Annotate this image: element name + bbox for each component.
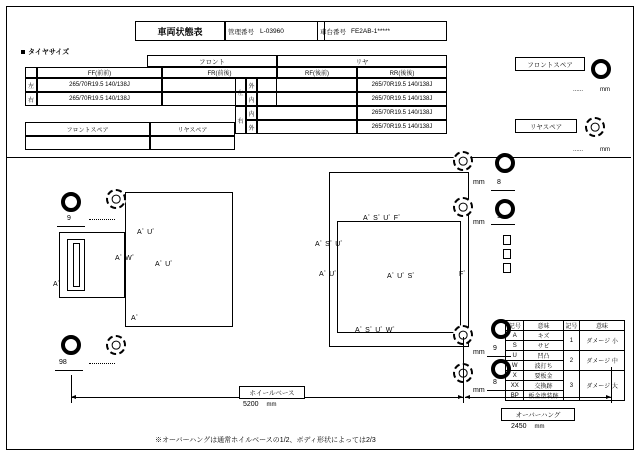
- front-tread-underline: [57, 226, 85, 227]
- front-mark-5: Aﾟ: [131, 315, 140, 322]
- tyre-rear-rf-3: [257, 106, 357, 120]
- header-title: 車両状態表: [157, 26, 203, 37]
- tyre-sub-fr: FR(前後): [162, 67, 277, 78]
- legend-sym2: 2: [563, 351, 579, 371]
- section-divider: [7, 157, 631, 158]
- rear-spare-unit: mm: [600, 147, 610, 153]
- overhang-unit: mm: [534, 424, 545, 430]
- front-spare-panel-label: フロントスペア: [515, 57, 585, 71]
- legend-header-sym: 記号: [506, 321, 524, 331]
- tyre-front-left-label: [25, 67, 37, 78]
- tyre-front-left-cell-label: 左: [25, 78, 37, 92]
- front-mark-2: Aﾟ Wﾟ: [115, 255, 136, 262]
- rear-dim-mm-3: mm: [473, 349, 485, 356]
- rear-mark-2: Aﾟ Sﾟ Uﾟ: [315, 241, 344, 248]
- rear-tread-value-2: 9: [497, 213, 501, 220]
- legend-table: [505, 320, 625, 401]
- tyre-rear-spare-value: [150, 136, 235, 150]
- legend-mean2: ダメージ 小: [580, 331, 625, 351]
- rear-spare-tyre-icon: [585, 117, 605, 137]
- tyre-sub-ff: FF(前前): [37, 67, 162, 78]
- front-spare-value: ......: [573, 87, 584, 93]
- front-tyre-top-left: [61, 192, 81, 212]
- kanri-value: L-03960: [260, 27, 284, 35]
- overhang-value-row: [511, 423, 545, 430]
- tyre-rear-spare-cell: リヤスペア: [150, 122, 235, 136]
- legend-mean: 波打ち: [524, 361, 563, 371]
- legend-header-mean2: 意味: [580, 321, 625, 331]
- legend-sym: BP: [506, 391, 524, 401]
- tyre-sub-rr: RR(後後): [357, 67, 447, 78]
- legend-header-row: [506, 321, 625, 331]
- tyre-rear-rf-4: [257, 120, 357, 134]
- shatai-number-box: [317, 21, 447, 41]
- legend-mean: サビ: [524, 341, 563, 351]
- rear-tyre-3: [453, 197, 473, 217]
- tyre-size-heading: タイヤサイズ: [21, 47, 69, 57]
- front-dash-1: [89, 219, 115, 220]
- tyre-rear-size-2: 265/70R19.5 140/138J: [357, 92, 447, 106]
- rear-tread-underline-1: [491, 190, 515, 191]
- legend-mean: 板金塗装跡: [524, 391, 563, 401]
- rear-axle-block-2: [503, 249, 511, 259]
- rear-mark-3: Aﾟ Uﾟ: [319, 271, 338, 278]
- front-tyre-top-right: [106, 189, 126, 209]
- tyre-front-left-size: 265/70R19.5 140/138J: [37, 78, 162, 92]
- tyre-front-right-cell-label: 右: [25, 92, 37, 106]
- wheelbase-unit: mm: [266, 402, 277, 408]
- front-tyre-bottom-right: [106, 335, 126, 355]
- legend-sym: XX: [506, 381, 524, 391]
- shatai-label: 車台番号: [320, 28, 346, 36]
- legend-sym: X: [506, 371, 524, 381]
- rear-tread-value-3: 9: [493, 345, 497, 352]
- tyre-rear-left-label: 左: [235, 78, 246, 106]
- vehicle-condition-sheet: [6, 6, 634, 450]
- rear-dim-mm-4: mm: [473, 387, 485, 394]
- header-title-box: [135, 21, 225, 41]
- rear-tyre-1: [453, 151, 473, 171]
- wheelbase-value-row: [243, 401, 277, 408]
- front-height-underline: [55, 370, 83, 371]
- legend-mean: 凹凸: [524, 351, 563, 361]
- tyre-front-spare-value: [25, 136, 150, 150]
- front-tyre-bottom-left: [61, 335, 81, 355]
- rear-mark-1: Aﾟ Sﾟ Uﾟ Fﾟ: [363, 215, 402, 222]
- rear-dim-mm-1: mm: [473, 179, 485, 186]
- rear-tyre-2: [495, 153, 515, 173]
- tyre-rear-out-2: 外: [246, 120, 257, 134]
- front-body-outline: [125, 192, 233, 327]
- tyre-col-front-header: フロント: [147, 55, 277, 67]
- tyre-rear-right-label: 右: [235, 106, 246, 134]
- rear-dim-mm-2: mm: [473, 219, 485, 226]
- rear-axle-block-3: [503, 263, 511, 273]
- table-row: [506, 351, 625, 361]
- overhang-value: 2450: [511, 423, 527, 430]
- legend-sym: S: [506, 341, 524, 351]
- tyre-rear-size-3: 265/70R19.5 140/138J: [357, 106, 447, 120]
- front-height-value: 98: [59, 359, 67, 366]
- tyre-rear-in-2: 内: [246, 106, 257, 120]
- legend-sym: U: [506, 351, 524, 361]
- legend-mean: 交換跡: [524, 381, 563, 391]
- legend-mean2: ダメージ 大: [580, 371, 625, 401]
- overhang-label-box: オーバーハング: [501, 408, 575, 421]
- kanri-label: 管理番号: [228, 28, 254, 36]
- rear-tread-value-1: 8: [497, 179, 501, 186]
- front-spare-unit: mm: [600, 87, 610, 93]
- rear-mark-5: Fﾟ: [459, 271, 467, 278]
- rear-spare-panel-label: リヤスペア: [515, 119, 577, 133]
- wheelbase-value: 5200: [243, 401, 259, 408]
- footnote-text: ※オーバーハングは通常ホイルベースの1/2、ボディ形状によっては2/3: [155, 437, 376, 444]
- wheelbase-label-box: ホイールベース: [239, 386, 305, 399]
- front-dash-2: [89, 363, 115, 364]
- legend-mean: キズ: [524, 331, 563, 341]
- front-tread-value: 9: [67, 215, 71, 222]
- tyre-rear-in-1: 内: [246, 92, 257, 106]
- rear-mark-4: Aﾟ Uﾟ Sﾟ: [387, 273, 416, 280]
- tyre-front-right-size: 265/70R19.5 140/138J: [37, 92, 162, 106]
- rear-spare-value: ......: [573, 147, 584, 153]
- tyre-rear-size-1: 265/70R19.5 140/138J: [357, 78, 447, 92]
- front-cab-inner2: [73, 243, 80, 287]
- legend-header-mean: 意味: [524, 321, 563, 331]
- rear-axle-block-1: [503, 235, 511, 245]
- legend-mean2: ダメージ 中: [580, 351, 625, 371]
- tyre-rear-rf-1: [257, 78, 357, 92]
- legend-header-sym2: 記号: [563, 321, 579, 331]
- tyre-col-rear-header: リヤ: [277, 55, 447, 67]
- wheelbase-ext-right: [463, 337, 464, 403]
- tyre-rear-out-1: 外: [246, 78, 257, 92]
- legend-sym: A: [506, 331, 524, 341]
- front-mark-4: Aﾟ: [53, 281, 62, 288]
- tyre-rear-size-4: 265/70R19.5 140/138J: [357, 120, 447, 134]
- tyre-front-spare-cell: フロントスペア: [25, 122, 150, 136]
- rear-mark-6: Aﾟ Sﾟ Uﾟ Wﾟ: [355, 327, 396, 334]
- shatai-value: FE2AB-1*****: [351, 27, 391, 35]
- legend-sym2: 3: [563, 371, 579, 401]
- kanri-number-box: [225, 21, 325, 41]
- front-mark-1: Aﾟ Uﾟ: [137, 229, 156, 236]
- rear-tread-underline-2: [491, 224, 515, 225]
- legend-sym: W: [506, 361, 524, 371]
- bullet-square-icon: [21, 50, 25, 54]
- tyre-sub-rf: RF(後前): [277, 67, 357, 78]
- rear-tread-value-4: 8: [493, 379, 497, 386]
- table-row: [506, 331, 625, 341]
- tyre-rear-rf-2: [257, 92, 357, 106]
- front-mark-3: Aﾟ Uﾟ: [155, 261, 174, 268]
- legend-sym2: 1: [563, 331, 579, 351]
- table-row: [506, 371, 625, 381]
- front-spare-tyre-icon: [591, 59, 611, 79]
- legend-mean: 要板金: [524, 371, 563, 381]
